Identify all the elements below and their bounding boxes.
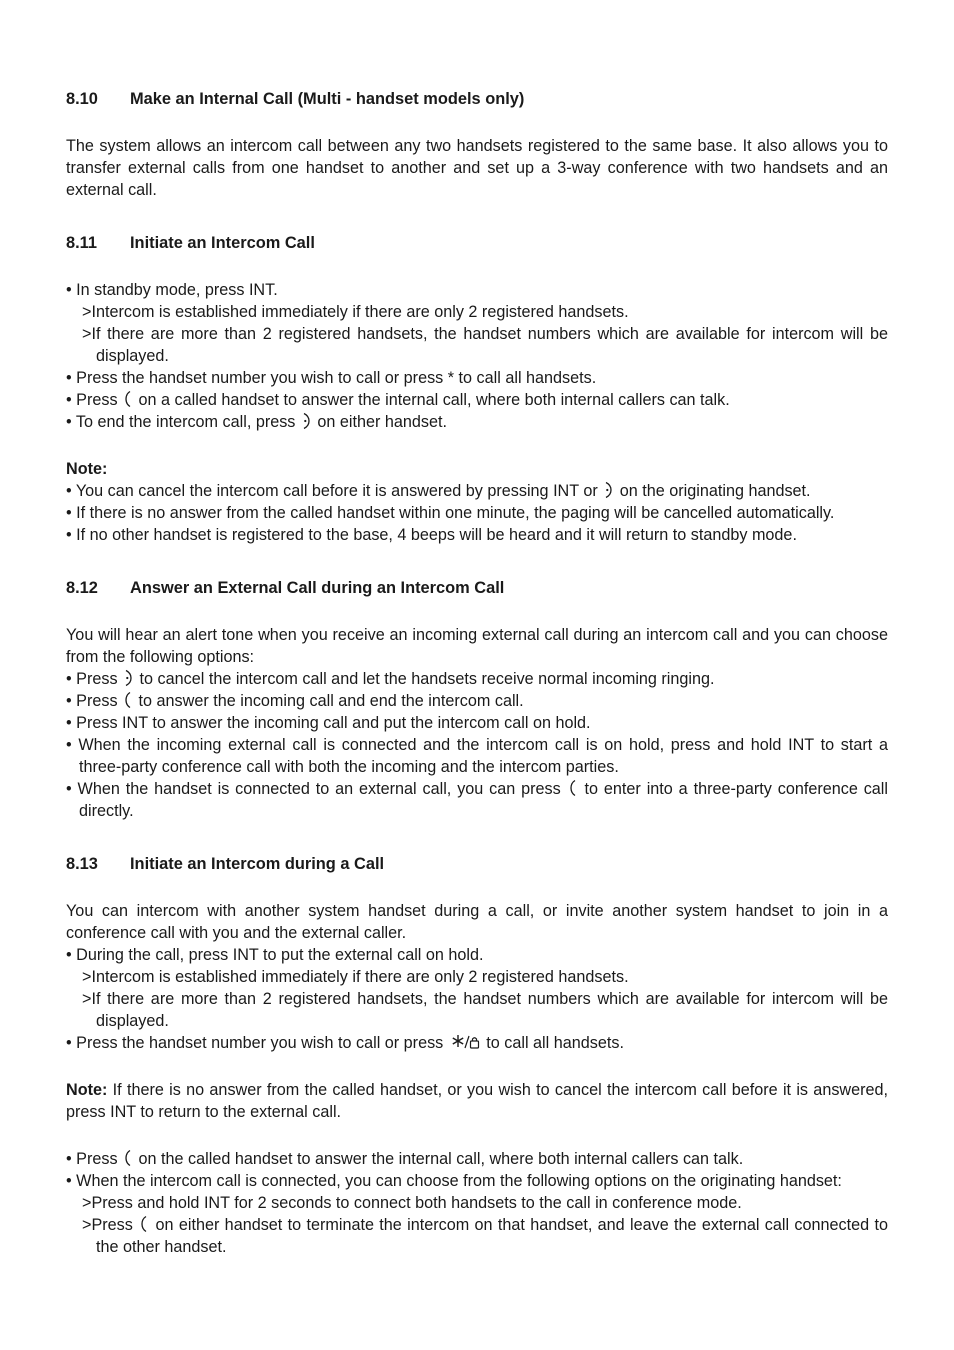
list-item: • Press the handset number you wish to call or press * to call all handsets. bbox=[66, 369, 597, 387]
note-paragraph: Note: If there is no answer from the called handset, or you wish to cancel the intercom call before it is answered, press INT to return to the external call. bbox=[66, 1081, 888, 1121]
end-call-icon bbox=[302, 412, 311, 430]
note-label: Note: bbox=[66, 460, 108, 478]
int-key-label: INT bbox=[248, 281, 274, 299]
int-key-label: INT bbox=[232, 946, 259, 964]
talk-key-icon bbox=[124, 1149, 132, 1167]
section-heading-8-10: 8.10 Make an Internal Call (Multi - handset models only) bbox=[66, 90, 525, 108]
sub-item: >Intercom is established immediately if there are only 2 registered handsets. bbox=[82, 303, 629, 321]
paragraph: The system allows an intercom call between any two handsets registered to the same base. It also allows you to transfer external calls from one handset to another and set up a 3-way conference with two handsets and an external call. bbox=[66, 137, 888, 199]
paragraph: You can intercom with another system handset during a call, or invite another system handset to join in a conference call with you and the external caller. bbox=[66, 902, 888, 942]
talk-key-icon bbox=[140, 1215, 148, 1233]
sub-item: >If there are more than 2 registered handsets, the handset numbers which are available for intercom will be displayed. bbox=[82, 990, 888, 1030]
list-item: • If no other handset is registered to the base, 4 beeps will be heard and it will return to standby mode. bbox=[66, 526, 797, 544]
int-key-label: INT bbox=[553, 482, 579, 500]
list-item: • When the intercom call is connected, you can choose from the following options on the originating handset: bbox=[66, 1172, 842, 1190]
list-item: • Press INT to answer the incoming call and put the intercom call on hold. bbox=[66, 714, 591, 732]
paragraph: You will hear an alert tone when you receive an incoming external call during an intercom call and you can choose from the following options: bbox=[66, 626, 888, 666]
talk-key-icon bbox=[569, 779, 577, 797]
sub-item: >Intercom is established immediately if there are only 2 registered handsets. bbox=[82, 968, 629, 986]
int-key-label: INT bbox=[122, 714, 148, 732]
star-lock-key-icon bbox=[450, 1033, 480, 1051]
list-item: • In standby mode, press INT. bbox=[66, 281, 278, 299]
section-heading-8-11: 8.11 Initiate an Intercom Call bbox=[66, 234, 315, 252]
list-item: • To end the intercom call, press on either handset. bbox=[66, 413, 447, 431]
talk-key-icon bbox=[124, 691, 132, 709]
list-item: • You can cancel the intercom call before it is answered by pressing INT or on the originating handset. bbox=[66, 482, 811, 500]
manual-page bbox=[66, 88, 888, 1258]
end-call-icon bbox=[124, 669, 133, 687]
list-item: • Press on a called handset to answer the internal call, where both internal callers can talk. bbox=[66, 391, 730, 409]
int-key-label: INT bbox=[203, 1194, 230, 1212]
list-item: • When the incoming external call is connected and the intercom call is on hold, press and hold INT to start a three-party conference call with both the incoming and the intercom parties. bbox=[66, 736, 888, 776]
int-key-label: INT bbox=[788, 736, 814, 754]
list-item: • When the handset is connected to an external call, you can press to enter into a three-party conference call directly. bbox=[66, 780, 888, 820]
end-call-icon bbox=[604, 481, 613, 499]
list-item: • During the call, press INT to put the external call on hold. bbox=[66, 946, 484, 964]
section-heading-8-13: 8.13 Initiate an Intercom during a Call bbox=[66, 855, 385, 873]
list-item: • If there is no answer from the called handset within one minute, the paging will be cancelled automatically. bbox=[66, 504, 835, 522]
list-item: • Press the handset number you wish to call or press to call all handsets. bbox=[66, 1034, 624, 1052]
int-key-label: INT bbox=[110, 1103, 136, 1121]
list-item: • Press to cancel the intercom call and let the handsets receive normal incoming ringing. bbox=[66, 670, 715, 688]
sub-item: >Press on either handset to terminate the intercom on that handset, and leave the external call connected to the other handset. bbox=[82, 1216, 888, 1256]
list-item: • Press to answer the incoming call and end the intercom call. bbox=[66, 692, 524, 710]
list-item: • Press on the called handset to answer the internal call, where both internal callers can talk. bbox=[66, 1150, 744, 1168]
sub-item: >Press and hold INT for 2 seconds to connect both handsets to the call in conference mode. bbox=[82, 1194, 742, 1212]
sub-item: >If there are more than 2 registered handsets, the handset numbers which are available for intercom will be displayed. bbox=[82, 325, 888, 365]
section-heading-8-12: 8.12 Answer an External Call during an Intercom Call bbox=[66, 579, 505, 597]
talk-key-icon bbox=[124, 390, 132, 408]
